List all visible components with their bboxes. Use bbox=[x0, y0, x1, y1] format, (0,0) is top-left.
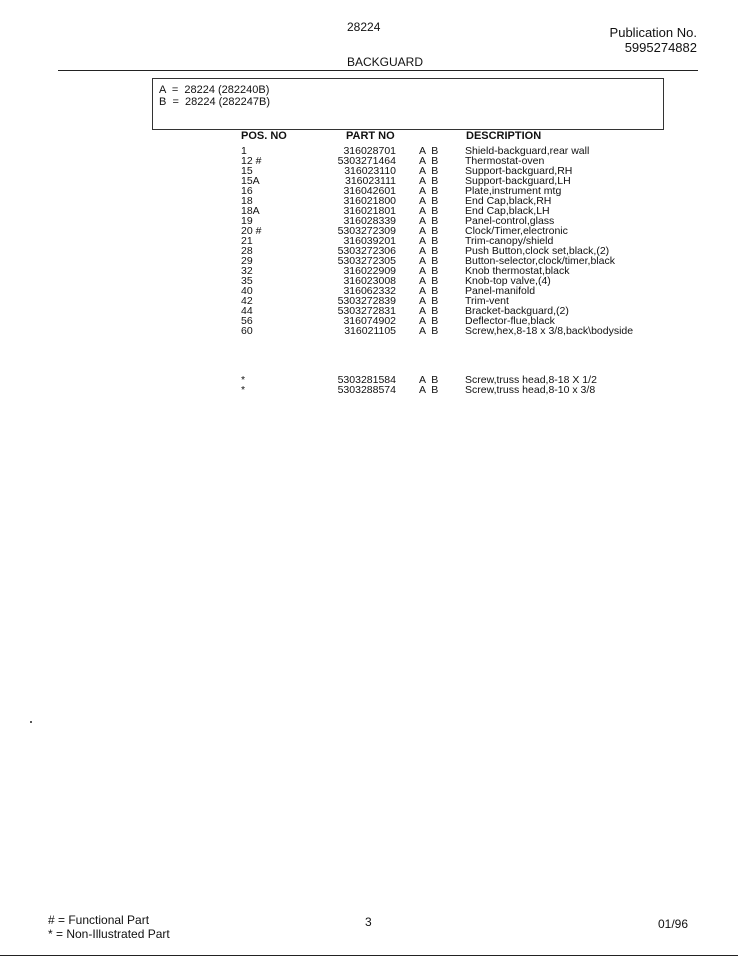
part-description: Shield-backguard,rear wall bbox=[465, 145, 590, 157]
stray-dot bbox=[30, 721, 32, 723]
part-description: Screw,hex,8-18 x 3/8,back\bodyside bbox=[465, 325, 634, 337]
legend-functional: # = Functional Part bbox=[48, 913, 150, 927]
part-description: Trim-canopy/shield bbox=[465, 235, 554, 247]
part-description: Screw,truss head,8-10 x 3/8 bbox=[465, 384, 596, 396]
part-number: 5303288574 bbox=[337, 384, 396, 396]
model-legend-box bbox=[152, 78, 664, 130]
part-number: 5303272831 bbox=[337, 305, 396, 317]
part-description: Thermostat-oven bbox=[465, 155, 545, 167]
footer-legend bbox=[48, 913, 170, 941]
part-description: End Cap,black,RH bbox=[465, 195, 552, 207]
column-pos-header: POS. NO bbox=[241, 130, 287, 142]
part-number: 316062332 bbox=[343, 285, 396, 297]
position-number: 21 bbox=[241, 235, 253, 247]
position-number: 20 # bbox=[241, 225, 262, 237]
model-applicability: A B bbox=[419, 285, 439, 297]
part-description: Deflector-flue,black bbox=[465, 315, 555, 327]
parts-table bbox=[0, 146, 750, 336]
model-applicability: A B bbox=[419, 165, 439, 177]
part-number: 316042601 bbox=[343, 185, 396, 197]
non-illustrated-parts-table bbox=[0, 375, 750, 395]
model-legend-line: B = 28224 (282247B) bbox=[159, 96, 270, 108]
position-number: 19 bbox=[241, 215, 253, 227]
part-description: Support-backguard,RH bbox=[465, 165, 573, 177]
part-number: 316023110 bbox=[344, 165, 396, 177]
position-number: 32 bbox=[241, 265, 253, 277]
page-number: 3 bbox=[365, 915, 372, 929]
part-description: Push Button,clock set,black,(2) bbox=[465, 245, 610, 257]
model-legend-line: A = 28224 (282240B) bbox=[159, 84, 270, 96]
part-description: End Cap,black,LH bbox=[465, 205, 550, 217]
model-legend-lines bbox=[153, 84, 663, 108]
part-description: Bracket-backguard,(2) bbox=[465, 305, 569, 317]
column-part-header: PART NO bbox=[346, 130, 395, 142]
part-description: Panel-manifold bbox=[465, 285, 536, 297]
publication-number: 5995274882 bbox=[624, 40, 697, 55]
position-number: 15 bbox=[241, 165, 253, 177]
publication-label: Publication No. bbox=[609, 25, 697, 40]
part-description: Panel-control,glass bbox=[465, 215, 555, 227]
position-number: 12 # bbox=[241, 155, 262, 167]
model-applicability: A B bbox=[419, 305, 439, 317]
part-description: Knob thermostat,black bbox=[465, 265, 570, 277]
part-description: Trim-vent bbox=[465, 295, 509, 307]
model-applicability: A B bbox=[419, 384, 439, 396]
model-applicability: A B bbox=[419, 245, 439, 257]
part-number: 316074902 bbox=[343, 315, 396, 327]
header-rule bbox=[58, 70, 698, 71]
part-number: 316028701 bbox=[343, 145, 396, 157]
part-number: 316021800 bbox=[343, 195, 396, 207]
position-number: 28 bbox=[241, 245, 253, 257]
model-applicability: A B bbox=[419, 325, 439, 337]
part-description: Knob-top valve,(4) bbox=[465, 275, 551, 287]
position-number: 35 bbox=[241, 275, 253, 287]
part-row bbox=[0, 385, 750, 395]
revision-date: 01/96 bbox=[658, 917, 689, 931]
model-applicability: A B bbox=[419, 185, 439, 197]
part-description: Plate,instrument mtg bbox=[465, 185, 562, 197]
model-applicability: A B bbox=[419, 215, 439, 227]
model-applicability: A B bbox=[419, 315, 439, 327]
part-number: 316021105 bbox=[344, 325, 396, 337]
part-number: 5303272305 bbox=[337, 255, 396, 267]
section-title: BACKGUARD bbox=[347, 55, 424, 69]
part-description: Screw,truss head,8-18 X 1/2 bbox=[465, 374, 597, 386]
model-applicability: A B bbox=[419, 275, 439, 287]
model-number: 28224 bbox=[347, 20, 381, 34]
part-row bbox=[0, 326, 750, 336]
model-applicability: A B bbox=[419, 145, 439, 157]
model-applicability: A B bbox=[419, 155, 439, 167]
model-applicability: A B bbox=[419, 374, 439, 386]
part-description: Support-backguard,LH bbox=[465, 175, 571, 187]
position-number: * bbox=[241, 374, 246, 386]
model-applicability: A B bbox=[419, 235, 439, 247]
model-applicability: A B bbox=[419, 225, 439, 237]
part-number: 316028339 bbox=[343, 215, 396, 227]
model-applicability: A B bbox=[419, 175, 439, 187]
column-description-header: DESCRIPTION bbox=[466, 130, 542, 142]
publication-block bbox=[560, 25, 697, 55]
part-number: 5303281584 bbox=[337, 374, 396, 386]
position-number: 42 bbox=[241, 295, 253, 307]
part-number: 5303272309 bbox=[337, 225, 396, 237]
part-description: Clock/Timer,electronic bbox=[465, 225, 568, 237]
position-number: 56 bbox=[241, 315, 253, 327]
model-applicability: A B bbox=[419, 255, 439, 267]
part-description: Button-selector,clock/timer,black bbox=[465, 255, 615, 267]
position-number: 18 bbox=[241, 195, 253, 207]
position-number: 16 bbox=[241, 185, 253, 197]
part-number: 5303272839 bbox=[337, 295, 396, 307]
position-number: 18A bbox=[241, 205, 260, 217]
legend-non-illustrated: * = Non-Illustrated Part bbox=[48, 927, 170, 941]
part-number: 316021801 bbox=[343, 205, 396, 217]
part-number: 316039201 bbox=[343, 235, 396, 247]
footer-rule bbox=[0, 955, 738, 956]
part-number: 316022909 bbox=[343, 265, 396, 277]
part-number: 5303271464 bbox=[337, 155, 396, 167]
position-number: 40 bbox=[241, 285, 253, 297]
model-applicability: A B bbox=[419, 295, 439, 307]
model-applicability: A B bbox=[419, 265, 439, 277]
part-number: 316023111 bbox=[345, 175, 396, 187]
model-applicability: A B bbox=[419, 195, 439, 207]
part-number: 5303272306 bbox=[337, 245, 396, 257]
position-number: 15A bbox=[241, 175, 260, 187]
position-number: 44 bbox=[241, 305, 253, 317]
model-applicability: A B bbox=[419, 205, 439, 217]
position-number: 29 bbox=[241, 255, 253, 267]
position-number: * bbox=[241, 384, 246, 396]
position-number: 1 bbox=[241, 145, 247, 157]
position-number: 60 bbox=[241, 325, 253, 337]
part-number: 316023008 bbox=[343, 275, 396, 287]
